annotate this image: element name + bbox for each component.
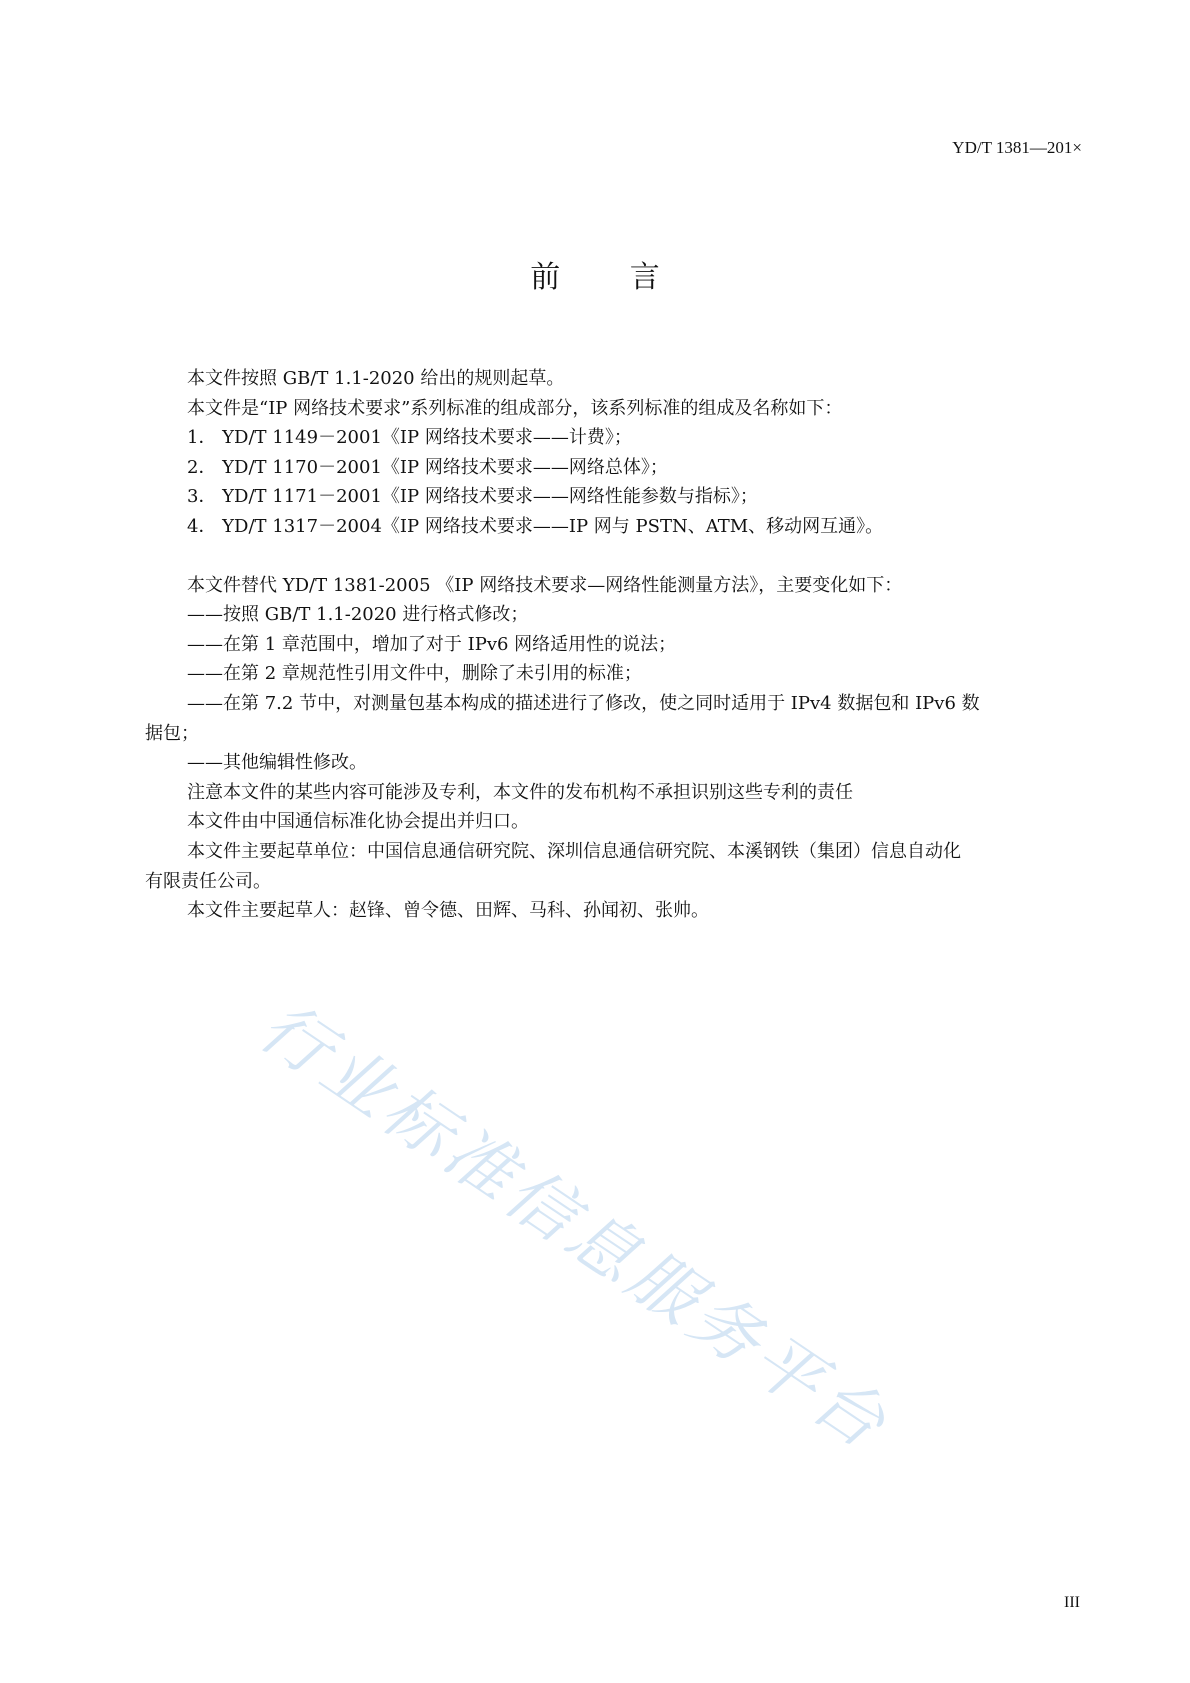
paragraph-patent-notice: 注意本文件的某些内容可能涉及专利，本文件的发布机构不承担识别这些专利的责任: [187, 781, 853, 803]
page-number: III: [1064, 1594, 1080, 1611]
change-item-4: ——在第 7.2 节中，对测量包基本构成的描述进行了修改，使之同时适用于 IPv4 数据包和 IPv6 数: [187, 692, 980, 714]
change-item-4-continued: 据包；: [145, 722, 199, 744]
list-item-standard-1: 1． YD/T 1149－2001《IP 网络技术要求——计费》；: [187, 427, 632, 449]
document-code: YD/T 1381—201×: [952, 138, 1082, 157]
watermark: 行业标准信息服务平台: [245, 987, 904, 1467]
paragraph-drafting-units-continued: 有限责任公司。: [145, 870, 271, 892]
list-item-standard-4: 4． YD/T 1317－2004《IP 网络技术要求——IP 网与 PSTN、ATM、移动网互通》。: [187, 515, 884, 537]
foreword-body: [145, 364, 1075, 926]
change-item-2: ——在第 1 章范围中，增加了对于 IPv6 网络适用性的说法；: [187, 633, 677, 655]
change-item-1: ——按照 GB/T 1.1-2020 进行格式修改；: [187, 604, 529, 626]
paragraph-drafters: 本文件主要起草人：赵锋、曾令德、田辉、马科、孙闻初、张帅。: [187, 900, 709, 922]
paragraph-proposer: 本文件由中国通信标准化协会提出并归口。: [187, 811, 529, 833]
list-item-standard-3: 3． YD/T 1171－2001《IP 网络技术要求——网络性能参数与指标》；: [187, 486, 758, 508]
paragraph-drafting-units: 本文件主要起草单位：中国信息通信研究院、深圳信息通信研究院、本溪钢铁（集团）信息自动化: [187, 840, 961, 862]
paragraph-spacer: [145, 542, 1075, 571]
change-item-5: ——其他编辑性修改。: [187, 752, 367, 774]
page-title: 前 言: [530, 260, 690, 295]
list-item-standard-2: 2． YD/T 1170－2001《IP 网络技术要求——网络总体》；: [187, 456, 668, 478]
paragraph-drafting-rules: 本文件按照 GB/T 1.1-2020 给出的规则起草。: [187, 368, 565, 389]
change-item-3: ——在第 2 章规范性引用文件中，删除了未引用的标准；: [187, 663, 642, 685]
paragraph-replacement: 本文件替代 YD/T 1381-2005 《IP 网络技术要求—网络性能测量方法》，主要变化如下：: [187, 574, 903, 596]
paragraph-series-intro: 本文件是“IP 网络技术要求”系列标准的组成部分，该系列标准的组成及名称如下：: [187, 397, 843, 419]
